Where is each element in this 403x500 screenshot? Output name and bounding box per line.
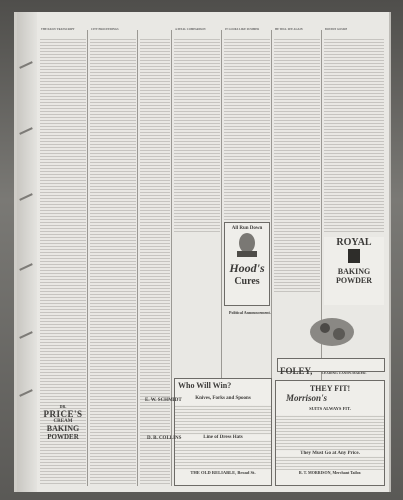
ad-text: BAKING <box>337 267 371 276</box>
ad-body-text <box>276 456 384 470</box>
newspaper-page <box>14 12 389 492</box>
ad-text: FOLEY, <box>280 366 313 376</box>
ad-body-text <box>175 405 271 435</box>
ad-text: All Run Down <box>231 226 263 231</box>
who-will-win-ad <box>174 378 272 486</box>
ad-text: Knives, Forks and Spoons <box>195 396 251 401</box>
column-rule <box>87 30 88 486</box>
political-heading: Political Announcement. <box>229 310 271 315</box>
column-heading: HE WILL SEE AGAIN <box>275 28 303 31</box>
ad-text: BAKING <box>46 424 80 433</box>
column-rule <box>137 30 138 486</box>
column-heading: BOSTON GOSSIP <box>325 28 348 31</box>
ad-text: Cures <box>234 276 260 287</box>
baking-powder-can <box>324 249 384 263</box>
ad-text: LEADING CANDY-MAKER. <box>321 371 367 375</box>
column-rule <box>171 30 172 486</box>
schmidt-announcement: E. W. SCHMIDT <box>145 398 182 403</box>
ad-text: POWDER <box>336 276 372 285</box>
column-heading: THE DAILY TRANSCRIPT <box>41 28 75 31</box>
text-column <box>90 38 136 486</box>
ad-text: Line of Dress Hats <box>203 435 243 440</box>
text-column <box>274 38 320 293</box>
price-baking-powder-ad <box>39 400 87 474</box>
tear-mark <box>19 331 33 339</box>
ad-text: SUITS ALWAYS FIT. <box>309 406 351 411</box>
ad-text: DR. <box>59 404 67 409</box>
ad-text: THE OLD RELIABLE, Broad St. <box>190 470 256 475</box>
ad-text: CREAM <box>53 419 73 424</box>
tear-mark <box>19 389 33 397</box>
ad-body-text <box>175 440 271 470</box>
collins-announcement: D. B. COLLINS <box>147 436 182 441</box>
ad-text: They Must Go at Any Price. <box>300 451 360 456</box>
ad-text: ROYAL <box>336 237 372 248</box>
text-column <box>324 38 384 233</box>
tear-mark <box>19 61 33 69</box>
text-column <box>174 38 220 233</box>
column-heading: A FINAL COMPARISON <box>175 28 206 31</box>
ad-text: Hood's <box>229 261 265 275</box>
foley-ad <box>277 358 385 376</box>
ad-text: Morrison's <box>286 393 328 403</box>
binding-strip <box>17 12 37 492</box>
column-heading: IT LOOKS LIKE SUMMER <box>225 28 260 31</box>
portrait-illustration <box>225 231 269 257</box>
text-column <box>224 38 270 233</box>
cherub-illustration <box>297 312 367 352</box>
column-heading: CITY PROCEEDINGS <box>91 28 119 31</box>
ad-text: R. T. MORRISON, Merchant Tailor. <box>298 470 362 475</box>
text-column <box>140 38 170 486</box>
tear-mark <box>19 263 33 271</box>
ad-text: POWDER <box>47 433 79 441</box>
ad-text: Who Will Win? <box>178 381 232 390</box>
tear-mark <box>19 127 33 135</box>
ad-body-text <box>276 415 384 451</box>
ad-text: THEY FIT! <box>309 384 351 393</box>
tear-mark <box>19 193 33 201</box>
royal-baking-powder-ad <box>324 237 384 305</box>
hoods-ad <box>224 222 270 306</box>
ad-text: PRICE'S <box>43 409 83 419</box>
they-fit-ad <box>275 380 385 486</box>
